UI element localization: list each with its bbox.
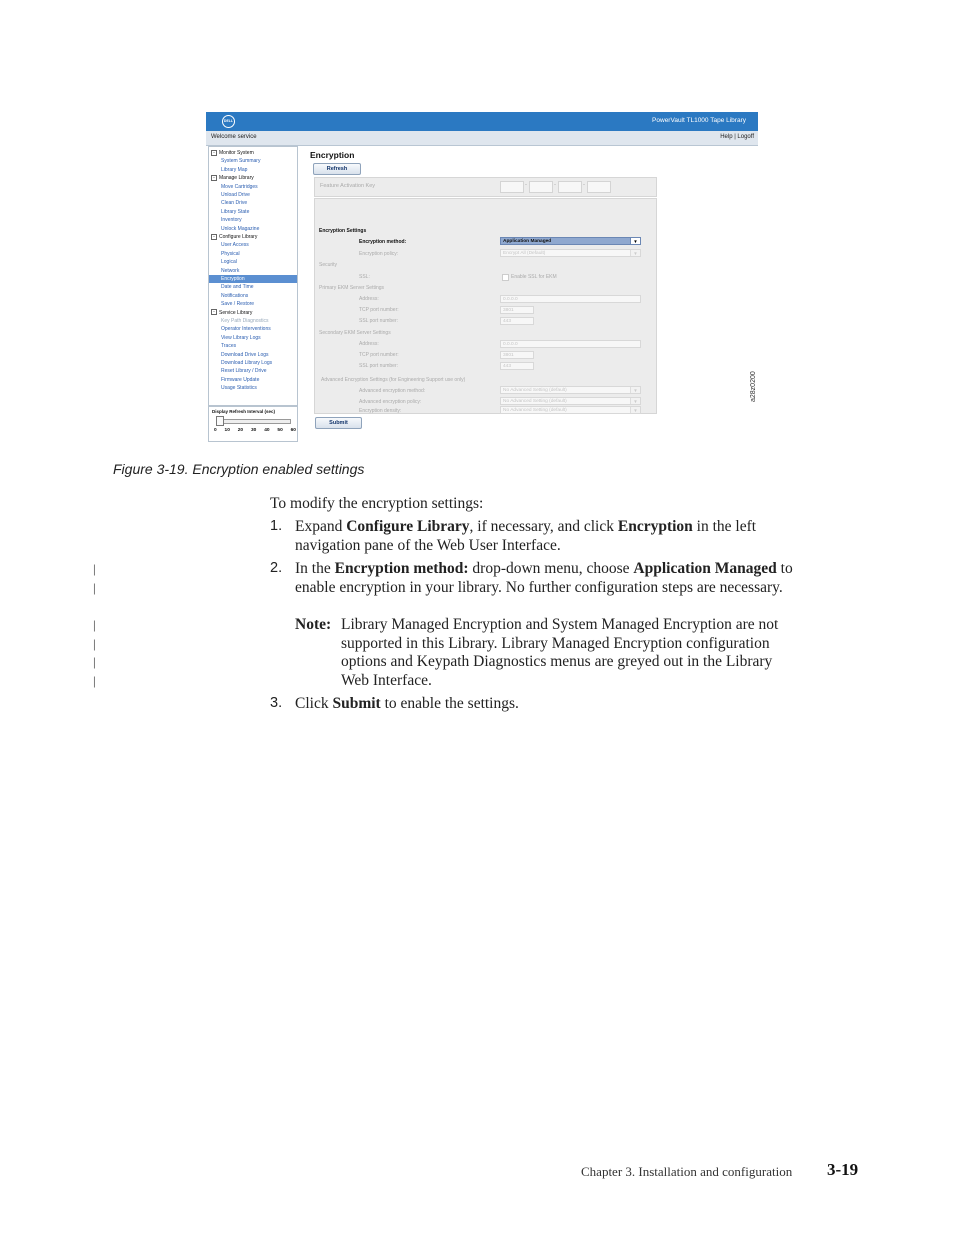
step-1-line-2: navigation pane of the Web User Interface. [295, 537, 561, 554]
step-1-number: 1. [270, 518, 283, 534]
nav-item[interactable] [209, 208, 297, 216]
secondary-address-field[interactable]: 0.0.0.0 [500, 340, 641, 348]
dropdown-arrow-icon: ▼ [630, 407, 640, 413]
slider-tick-label: 60 [290, 428, 296, 433]
key-dash: - [525, 182, 527, 188]
secondary-ssl-label: SSL port number: [359, 363, 399, 369]
primary-address-label: Address: [359, 296, 379, 302]
page-number: 3-19 [827, 1160, 859, 1179]
advanced-method-value: No Advanced Setting (default) [503, 388, 567, 393]
nav-item[interactable] [209, 166, 297, 174]
slider-thumb[interactable] [216, 416, 224, 426]
encryption-policy-value: Encrypt All (Default) [503, 251, 546, 256]
nav-item-label: Logical [221, 259, 237, 266]
security-heading: Security [319, 262, 338, 268]
dropdown-arrow-icon: ▼ [630, 398, 640, 404]
nav-item-label: User Access [221, 242, 249, 249]
key-field-3[interactable] [558, 181, 582, 193]
figure-id: a28z0200 [750, 371, 757, 402]
density-value: No Advanced Setting (default) [503, 408, 567, 413]
dropdown-arrow-icon: ▼ [630, 387, 640, 393]
welcome-bar [206, 131, 758, 146]
advanced-policy-label: Advanced encryption policy: [359, 399, 422, 405]
change-bar: | [93, 636, 96, 651]
density-label: Encryption density: [359, 408, 402, 414]
slider-tick-label: 0 [214, 428, 217, 433]
refresh-interval-label: Display Refresh Interval (sec) [212, 409, 276, 414]
primary-ssl-label: SSL port number: [359, 318, 399, 324]
encryption-method-value: Application Managed [503, 239, 552, 244]
figure-caption: Figure 3-19. Encryption enabled settings [113, 461, 365, 477]
intro-text: To modify the encryption settings: [270, 495, 484, 512]
page-title: Encryption [310, 150, 355, 160]
nav-item-label: Firmware Update [221, 376, 260, 383]
nav-item-label: Network [221, 267, 240, 274]
nav-item[interactable] [209, 376, 297, 384]
refresh-interval-panel [208, 406, 298, 442]
primary-ssl-field[interactable]: 443 [500, 317, 534, 325]
nav-item[interactable] [209, 250, 297, 258]
encryption-settings-panel [314, 198, 657, 414]
key-dash: - [583, 182, 585, 188]
key-dash: - [554, 182, 556, 188]
nav-item[interactable] [209, 359, 297, 367]
nav-item-label: Save / Restore [221, 301, 255, 308]
nav-item[interactable] [209, 300, 297, 308]
collapse-icon[interactable]: − [212, 233, 216, 239]
ssl-checkbox[interactable] [502, 274, 509, 281]
step-2-number: 2. [270, 560, 283, 576]
primary-tcp-label: TCP port number: [359, 307, 399, 313]
nav-item[interactable] [209, 149, 297, 157]
header-bar [206, 112, 758, 131]
nav-item-label: Unlock Magazine [221, 225, 260, 232]
nav-item[interactable] [209, 309, 297, 317]
change-bar: | [93, 561, 96, 576]
nav-item[interactable] [209, 199, 297, 207]
nav-item-label: Download Library Logs [221, 360, 273, 366]
change-bar: | [93, 580, 96, 595]
nav-item-label: Library State [221, 208, 250, 215]
nav-item-label: Key Path Diagnostics [221, 318, 269, 324]
step-3-number: 3. [270, 695, 283, 711]
feature-activation-label: Feature Activation Key [320, 183, 376, 189]
secondary-ekm-heading: Secondary EKM Server Settings [319, 330, 391, 336]
change-bar: | [93, 617, 96, 632]
nav-item-label: Encryption [221, 276, 245, 282]
advanced-settings-heading: Advanced Encryption Settings (for Engineering Support use only) [321, 377, 466, 383]
nav-item[interactable] [209, 216, 297, 224]
density-select[interactable] [500, 406, 641, 414]
slider-tick-label: 10 [224, 428, 230, 433]
dell-logo: DELL [222, 115, 235, 128]
step-1-line-1: Expand Configure Library, if necessary, and click Encryption in the left [295, 518, 757, 535]
encryption-policy-select[interactable] [500, 249, 641, 257]
advanced-method-select[interactable] [500, 386, 641, 394]
nav-item-label: Inventory [221, 217, 242, 224]
nav-item-label: Monitor System [219, 150, 254, 156]
slider-tick-label: 50 [277, 428, 283, 433]
nav-item-label: Configure Library [219, 234, 258, 240]
ssl-checkbox-label: Enable SSL for EKM [511, 274, 557, 280]
nav-item-label: Download Drive Logs [221, 351, 269, 358]
note-line-3: options and Keypath Diagnostics menus are greyed out in the Library [341, 653, 773, 670]
welcome-text: Welcome service [211, 134, 257, 140]
secondary-address-label: Address: [359, 341, 379, 347]
navigation-pane [208, 146, 298, 406]
nav-item[interactable] [209, 157, 297, 165]
nav-item[interactable] [209, 241, 297, 249]
nav-item[interactable] [209, 225, 297, 233]
product-title: PowerVault TL1000 Tape Library [652, 117, 746, 124]
nav-item-label: Physical [221, 250, 240, 257]
feature-activation-panel [314, 177, 657, 197]
key-field-1[interactable] [500, 181, 524, 193]
nav-item-label: Traces [221, 343, 237, 350]
submit-button[interactable]: Submit [315, 417, 362, 429]
primary-tcp-field[interactable]: 3801 [500, 306, 534, 314]
nav-item-label: Usage Statistics [221, 385, 257, 392]
footer-chapter: Chapter 3. Installation and configuration [581, 1164, 793, 1179]
nav-item[interactable] [209, 351, 297, 359]
nav-item-label: System Summary [221, 158, 261, 165]
key-field-4[interactable] [587, 181, 611, 193]
slider-tick-label: 30 [250, 428, 257, 433]
nav-item[interactable] [209, 342, 297, 350]
nav-item[interactable] [209, 275, 297, 283]
encryption-screenshot [206, 112, 758, 442]
advanced-method-label: Advanced encryption method: [359, 388, 426, 394]
nav-item[interactable] [209, 367, 297, 375]
change-bar: | [93, 654, 96, 669]
collapse-icon[interactable]: − [212, 149, 216, 155]
note-label: Note: [295, 616, 332, 633]
nav-item-label: Library Map [221, 166, 248, 173]
nav-item[interactable] [209, 317, 297, 325]
nav-item-label: Operator Interventions [221, 326, 271, 333]
nav-item[interactable] [209, 191, 297, 199]
secondary-tcp-label: TCP port number: [359, 352, 399, 358]
nav-item[interactable] [209, 183, 297, 191]
nav-item[interactable] [209, 174, 297, 182]
nav-item[interactable] [209, 325, 297, 333]
step-3-line: Click Submit to enable the settings. [295, 695, 519, 712]
dropdown-arrow-icon: ▼ [630, 238, 640, 244]
nav-item[interactable] [209, 334, 297, 342]
refresh-interval-slider[interactable] [219, 419, 291, 424]
ssl-label: SSL: [359, 274, 370, 280]
nav-item-label: Clean Drive [221, 200, 248, 207]
nav-item-label: Reset Library / Drive [221, 368, 267, 375]
collapse-icon[interactable]: − [212, 174, 216, 180]
encryption-method-label: Encryption method: [359, 239, 407, 245]
change-bar: | [93, 673, 96, 688]
encryption-policy-label: Encryption policy: [359, 251, 399, 257]
encryption-method-select[interactable] [500, 237, 641, 245]
nav-item-label: Notifications [221, 292, 249, 299]
slider-tick-label: 20 [237, 428, 244, 433]
nav-item[interactable] [209, 267, 297, 275]
primary-address-field[interactable]: 0.0.0.0 [500, 295, 641, 303]
refresh-button[interactable]: Refresh [313, 163, 361, 175]
encryption-settings-heading: Encryption Settings [319, 228, 367, 234]
nav-item[interactable] [209, 384, 297, 392]
nav-item-label: Unload Drive [221, 192, 250, 198]
help-logoff-links[interactable]: Help | Logoff [720, 134, 754, 140]
note-line-4: Web Interface. [341, 672, 432, 689]
primary-ekm-heading: Primary EKM Server Settings [319, 285, 385, 291]
slider-tick-label: 40 [264, 428, 270, 433]
note-line-1: Library Managed Encryption and System Managed Encryption are not [341, 616, 779, 633]
note-line-2: supported in this Library. Library Managed Encryption configuration [341, 635, 770, 652]
nav-item-label: Service Library [219, 309, 253, 316]
advanced-policy-select[interactable] [500, 397, 641, 405]
step-2-line-1: In the Encryption method: drop-down menu, choose Application Managed to [295, 560, 793, 577]
key-field-2[interactable] [529, 181, 553, 193]
nav-item-label: Manage Library [219, 175, 254, 182]
step-2-line-2: enable encryption in your library. No further configuration steps are necessary. [295, 579, 783, 596]
nav-item-label: Date and Time [221, 284, 254, 291]
dropdown-arrow-icon: ▼ [630, 250, 640, 256]
secondary-ssl-field[interactable]: 443 [500, 362, 534, 370]
secondary-tcp-field[interactable]: 3801 [500, 351, 534, 359]
nav-item-label: View Library Logs [221, 334, 261, 341]
nav-item[interactable] [209, 292, 297, 300]
nav-item[interactable] [209, 233, 297, 241]
nav-item-label: Move Cartridges [221, 183, 258, 190]
collapse-icon[interactable]: − [212, 309, 216, 315]
advanced-policy-value: No Advanced Setting (default) [503, 399, 567, 404]
slider-ticks [214, 428, 296, 433]
nav-item[interactable] [209, 283, 297, 291]
nav-item[interactable] [209, 258, 297, 266]
